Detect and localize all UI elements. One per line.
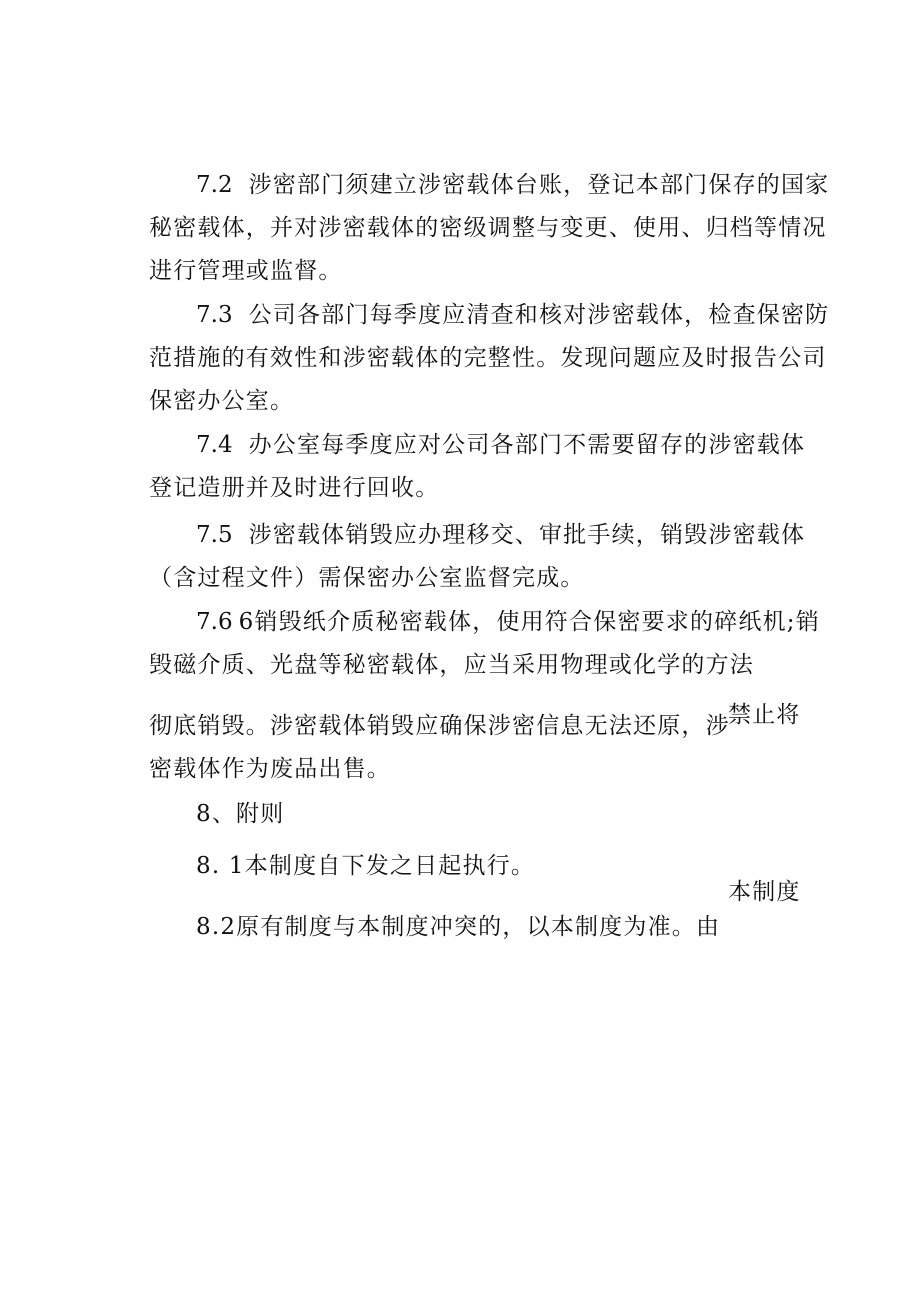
- paragraph-7-6-line-3: 彻底销毁。涉密载体销毁应确保涉密信息无法还原，涉: [149, 713, 730, 739]
- clause-number-7-6: 7.6: [196, 609, 233, 635]
- clause-number-7-2: 7.2: [196, 172, 233, 198]
- clause-number-7-4: 7.4: [196, 432, 233, 458]
- paragraph-7-2-line-2: 秘密载体，并对涉密载体的密级调整与变更、使用、归档等情况: [149, 215, 827, 241]
- clause-text: 办公室每季度应对公司各部门不需要留存的涉密载体: [248, 432, 806, 458]
- clause-number-7-3: 7.3: [196, 302, 233, 328]
- paragraph-7-6-line-2: 毁磁介质、光盘等秘密载体，应当采用物理或化学的方法: [149, 652, 754, 678]
- paragraph-7-4-line-2: 登记造册并及时进行回收。: [149, 475, 440, 501]
- paragraph-7-6-line-4: 密载体作为废品出售。: [149, 756, 391, 782]
- paragraph-7-5-line-2: （含过程文件）需保密办公室监督完成。: [149, 565, 585, 591]
- paragraph-7-2-line-1: [196, 170, 829, 200]
- paragraph-7-6-line-3-right: 禁止将: [728, 702, 801, 728]
- paragraph-7-3-line-2: 范措施的有效性和涉密载体的完整性。发现问题应及时报告公司: [149, 345, 827, 371]
- paragraph-7-2-line-3: 进行管理或监督。: [149, 258, 343, 284]
- paragraph-7-3-line-1: [196, 300, 829, 330]
- paragraph-7-3-line-3: 保密办公室。: [149, 388, 295, 414]
- section-8-right-fragment: 本制度: [728, 879, 801, 905]
- clause-text: 公司各部门每季度应清查和核对涉密载体，检查保密防: [248, 302, 830, 328]
- clause-text: 6销毁纸介质秘密载体，使用符合保密要求的碎纸机;销: [238, 609, 820, 635]
- clause-text: 涉密载体销毁应办理移交、审批手续，销毁涉密载体: [248, 522, 806, 548]
- clause-text: 涉密部门须建立涉密载体台账，登记本部门保存的国家: [248, 172, 830, 198]
- paragraph-8-2: 8.2原有制度与本制度冲突的，以本制度为准。由: [196, 914, 721, 940]
- paragraph-7-5-line-1: [196, 520, 805, 550]
- section-8-heading: 8、附则: [196, 801, 285, 827]
- clause-number-7-5: 7.5: [196, 522, 233, 548]
- paragraph-7-6-line-1: [196, 607, 820, 637]
- paragraph-7-4-line-1: [196, 430, 805, 460]
- paragraph-8-1: 8. 1本制度自下发之日起执行。: [196, 853, 536, 879]
